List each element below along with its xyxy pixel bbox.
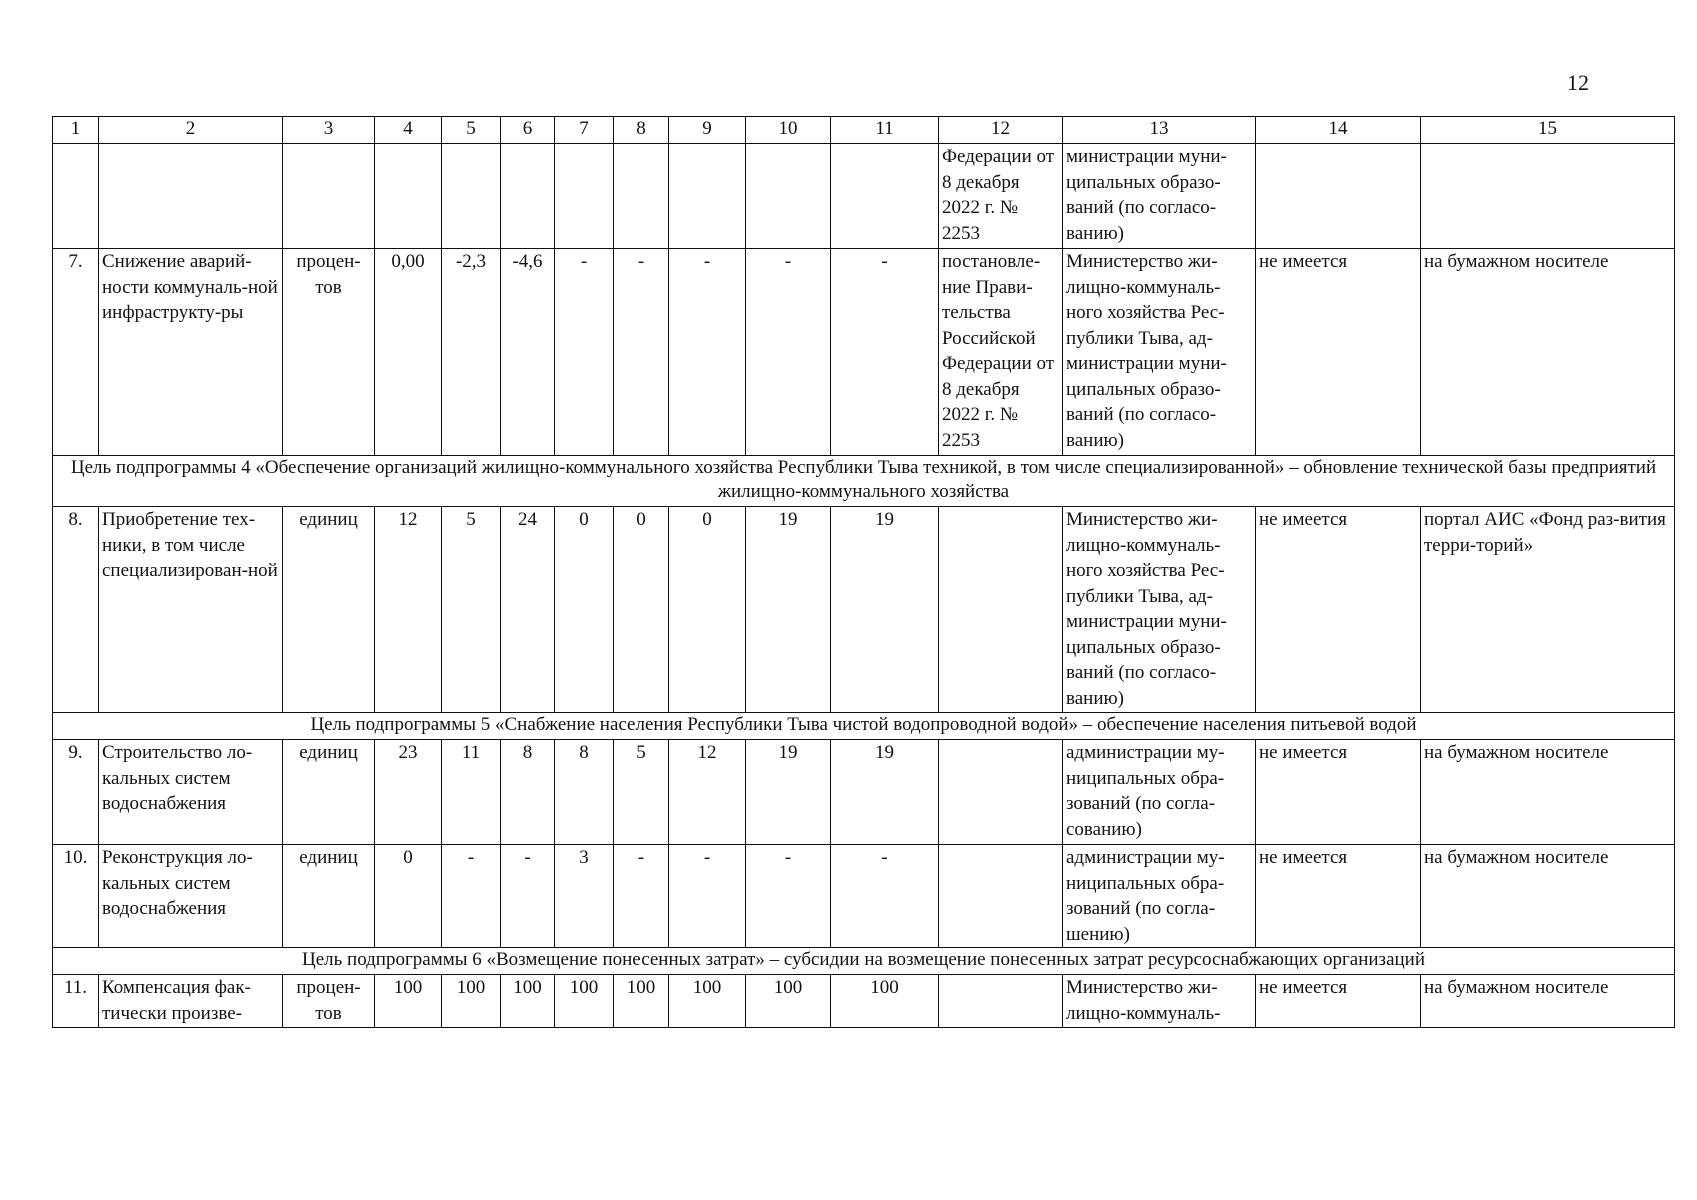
cell-value: - [831,249,939,456]
cell-value: 3 [555,845,614,948]
cell-unit: единиц [283,507,375,713]
table-row-10 [53,845,1675,948]
cell-indicator-name: Снижение аварий-ности коммуналь-ной инфраструкту-ры [99,249,283,456]
cell-indicator-name: Приобретение тех-ники, в том числе специализирован-ной [99,507,283,713]
cell-value: - [501,845,555,948]
header-row [53,117,1675,144]
cell-unit: процен-тов [283,249,375,456]
cell-value: - [831,845,939,948]
cell-value: 0 [555,507,614,713]
cell-empty [501,144,555,249]
column-header: 6 [501,117,555,144]
cell-value: 100 [501,975,555,1028]
cell-value: 11 [442,740,501,845]
cell-value: 0 [614,507,669,713]
column-header: 13 [1063,117,1256,144]
cell-empty [614,144,669,249]
cell-responsible: министрации муни-ципальных образо-ваний (по согласо-ванию) [1063,144,1256,249]
cell-responsible: администрации му-ниципальных обра-зований (по согла-шению) [1063,845,1256,948]
cell-legal-basis: Федерации от 8 декабря 2022 г. № 2253 [939,144,1063,249]
column-header: 5 [442,117,501,144]
cell-value: 0 [375,845,442,948]
cell-availability: не имеется [1256,740,1421,845]
column-header: 12 [939,117,1063,144]
cell-indicator-name: Реконструкция ло-кальных систем водоснабжения [99,845,283,948]
cell-value: 24 [501,507,555,713]
cell-value: - [746,249,831,456]
cell-value: 5 [442,507,501,713]
cell-empty [555,144,614,249]
cell-source: на бумажном носителе [1421,740,1675,845]
cell-value: - [669,845,746,948]
cell-legal-basis [939,845,1063,948]
table-row-9 [53,740,1675,845]
cell-unit: единиц [283,740,375,845]
cell-source: портал АИС «Фонд раз-вития терри-торий» [1421,507,1675,713]
cell-responsible: Министерство жи-лищно-коммуналь- [1063,975,1256,1028]
page-number: 12 [1567,70,1589,95]
cell-indicator-name: Компенсация фак-тически произве- [99,975,283,1028]
goal-row-subprogram-5 [53,713,1675,740]
column-header: 2 [99,117,283,144]
cell-value: 12 [669,740,746,845]
goal-row-subprogram-6 [53,948,1675,975]
column-header: 14 [1256,117,1421,144]
cell-availability: не имеется [1256,845,1421,948]
cell-value: - [614,845,669,948]
table-row-6-continued [53,144,1675,249]
cell-value: - [555,249,614,456]
goal-text: Цель подпрограммы 6 «Возмещение понесенных затрат» – субсидии на возмещение понесенных затрат ресурсоснабжающих организаций [53,948,1675,975]
table-row-8 [53,507,1675,713]
cell-empty [99,144,283,249]
indicators-table [52,116,1675,1028]
cell-value: 100 [831,975,939,1028]
cell-empty [831,144,939,249]
cell-value: 100 [555,975,614,1028]
cell-legal-basis [939,507,1063,713]
cell-value: 8 [555,740,614,845]
cell-empty [442,144,501,249]
cell-value: 100 [375,975,442,1028]
cell-source: на бумажном носителе [1421,249,1675,456]
cell-value: 100 [442,975,501,1028]
cell-empty [669,144,746,249]
cell-value: - [669,249,746,456]
cell-empty [1421,144,1675,249]
cell-source: на бумажном носителе [1421,975,1675,1028]
cell-value: 19 [831,507,939,713]
cell-value: 100 [669,975,746,1028]
column-header: 8 [614,117,669,144]
cell-legal-basis [939,975,1063,1028]
cell-value: 19 [746,507,831,713]
cell-value: 19 [831,740,939,845]
cell-value: -4,6 [501,249,555,456]
cell-empty [375,144,442,249]
cell-value: - [442,845,501,948]
cell-legal-basis: постановле-ние Прави-тельства Российской Федерации от 8 декабря 2022 г. № 2253 [939,249,1063,456]
cell-empty [283,144,375,249]
column-header: 7 [555,117,614,144]
cell-empty [746,144,831,249]
cell-value: 5 [614,740,669,845]
column-header: 9 [669,117,746,144]
cell-unit: процен-тов [283,975,375,1028]
cell-source: на бумажном носителе [1421,845,1675,948]
cell-value: 8 [501,740,555,845]
cell-availability: не имеется [1256,249,1421,456]
cell-value: 23 [375,740,442,845]
goal-row-subprogram-4 [53,456,1675,507]
column-header: 10 [746,117,831,144]
cell-number: 7. [53,249,99,456]
cell-number: 10. [53,845,99,948]
cell-value: 100 [746,975,831,1028]
cell-value: - [614,249,669,456]
cell-value: 0 [669,507,746,713]
cell-value: 19 [746,740,831,845]
cell-number: 8. [53,507,99,713]
cell-empty [1256,144,1421,249]
column-header: 1 [53,117,99,144]
cell-availability: не имеется [1256,975,1421,1028]
goal-text: Цель подпрограммы 5 «Снабжение населения Республики Тыва чистой водопроводной водой» – обеспечение населения питьевой водой [53,713,1675,740]
cell-empty [53,144,99,249]
column-header: 3 [283,117,375,144]
cell-availability: не имеется [1256,507,1421,713]
cell-value: - [746,845,831,948]
column-header: 4 [375,117,442,144]
cell-number: 11. [53,975,99,1028]
cell-value: 0,00 [375,249,442,456]
cell-value: -2,3 [442,249,501,456]
cell-responsible: Министерство жи-лищно-коммуналь-ного хозяйства Рес-публики Тыва, ад-министрации муни-ципальных образо-ваний (по согласо-ванию) [1063,249,1256,456]
cell-value: 12 [375,507,442,713]
cell-value: 100 [614,975,669,1028]
cell-legal-basis [939,740,1063,845]
goal-text: Цель подпрограммы 4 «Обеспечение организаций жилищно-коммунального хозяйства Республики Тыва техникой, в том числе специализированной» – обновление технической базы предприятий жилищно-коммунального хозяйства [53,456,1675,507]
cell-indicator-name: Строительство ло-кальных систем водоснабжения [99,740,283,845]
table-row-11 [53,975,1675,1028]
column-header: 11 [831,117,939,144]
cell-unit: единиц [283,845,375,948]
cell-responsible: Министерство жи-лищно-коммуналь-ного хозяйства Рес-публики Тыва, ад-министрации муни-ципальных образо-ваний (по согласо-ванию) [1063,507,1256,713]
table-row-7 [53,249,1675,456]
cell-responsible: администрации му-ниципальных обра-зований (по согла-сованию) [1063,740,1256,845]
cell-number: 9. [53,740,99,845]
column-header: 15 [1421,117,1675,144]
